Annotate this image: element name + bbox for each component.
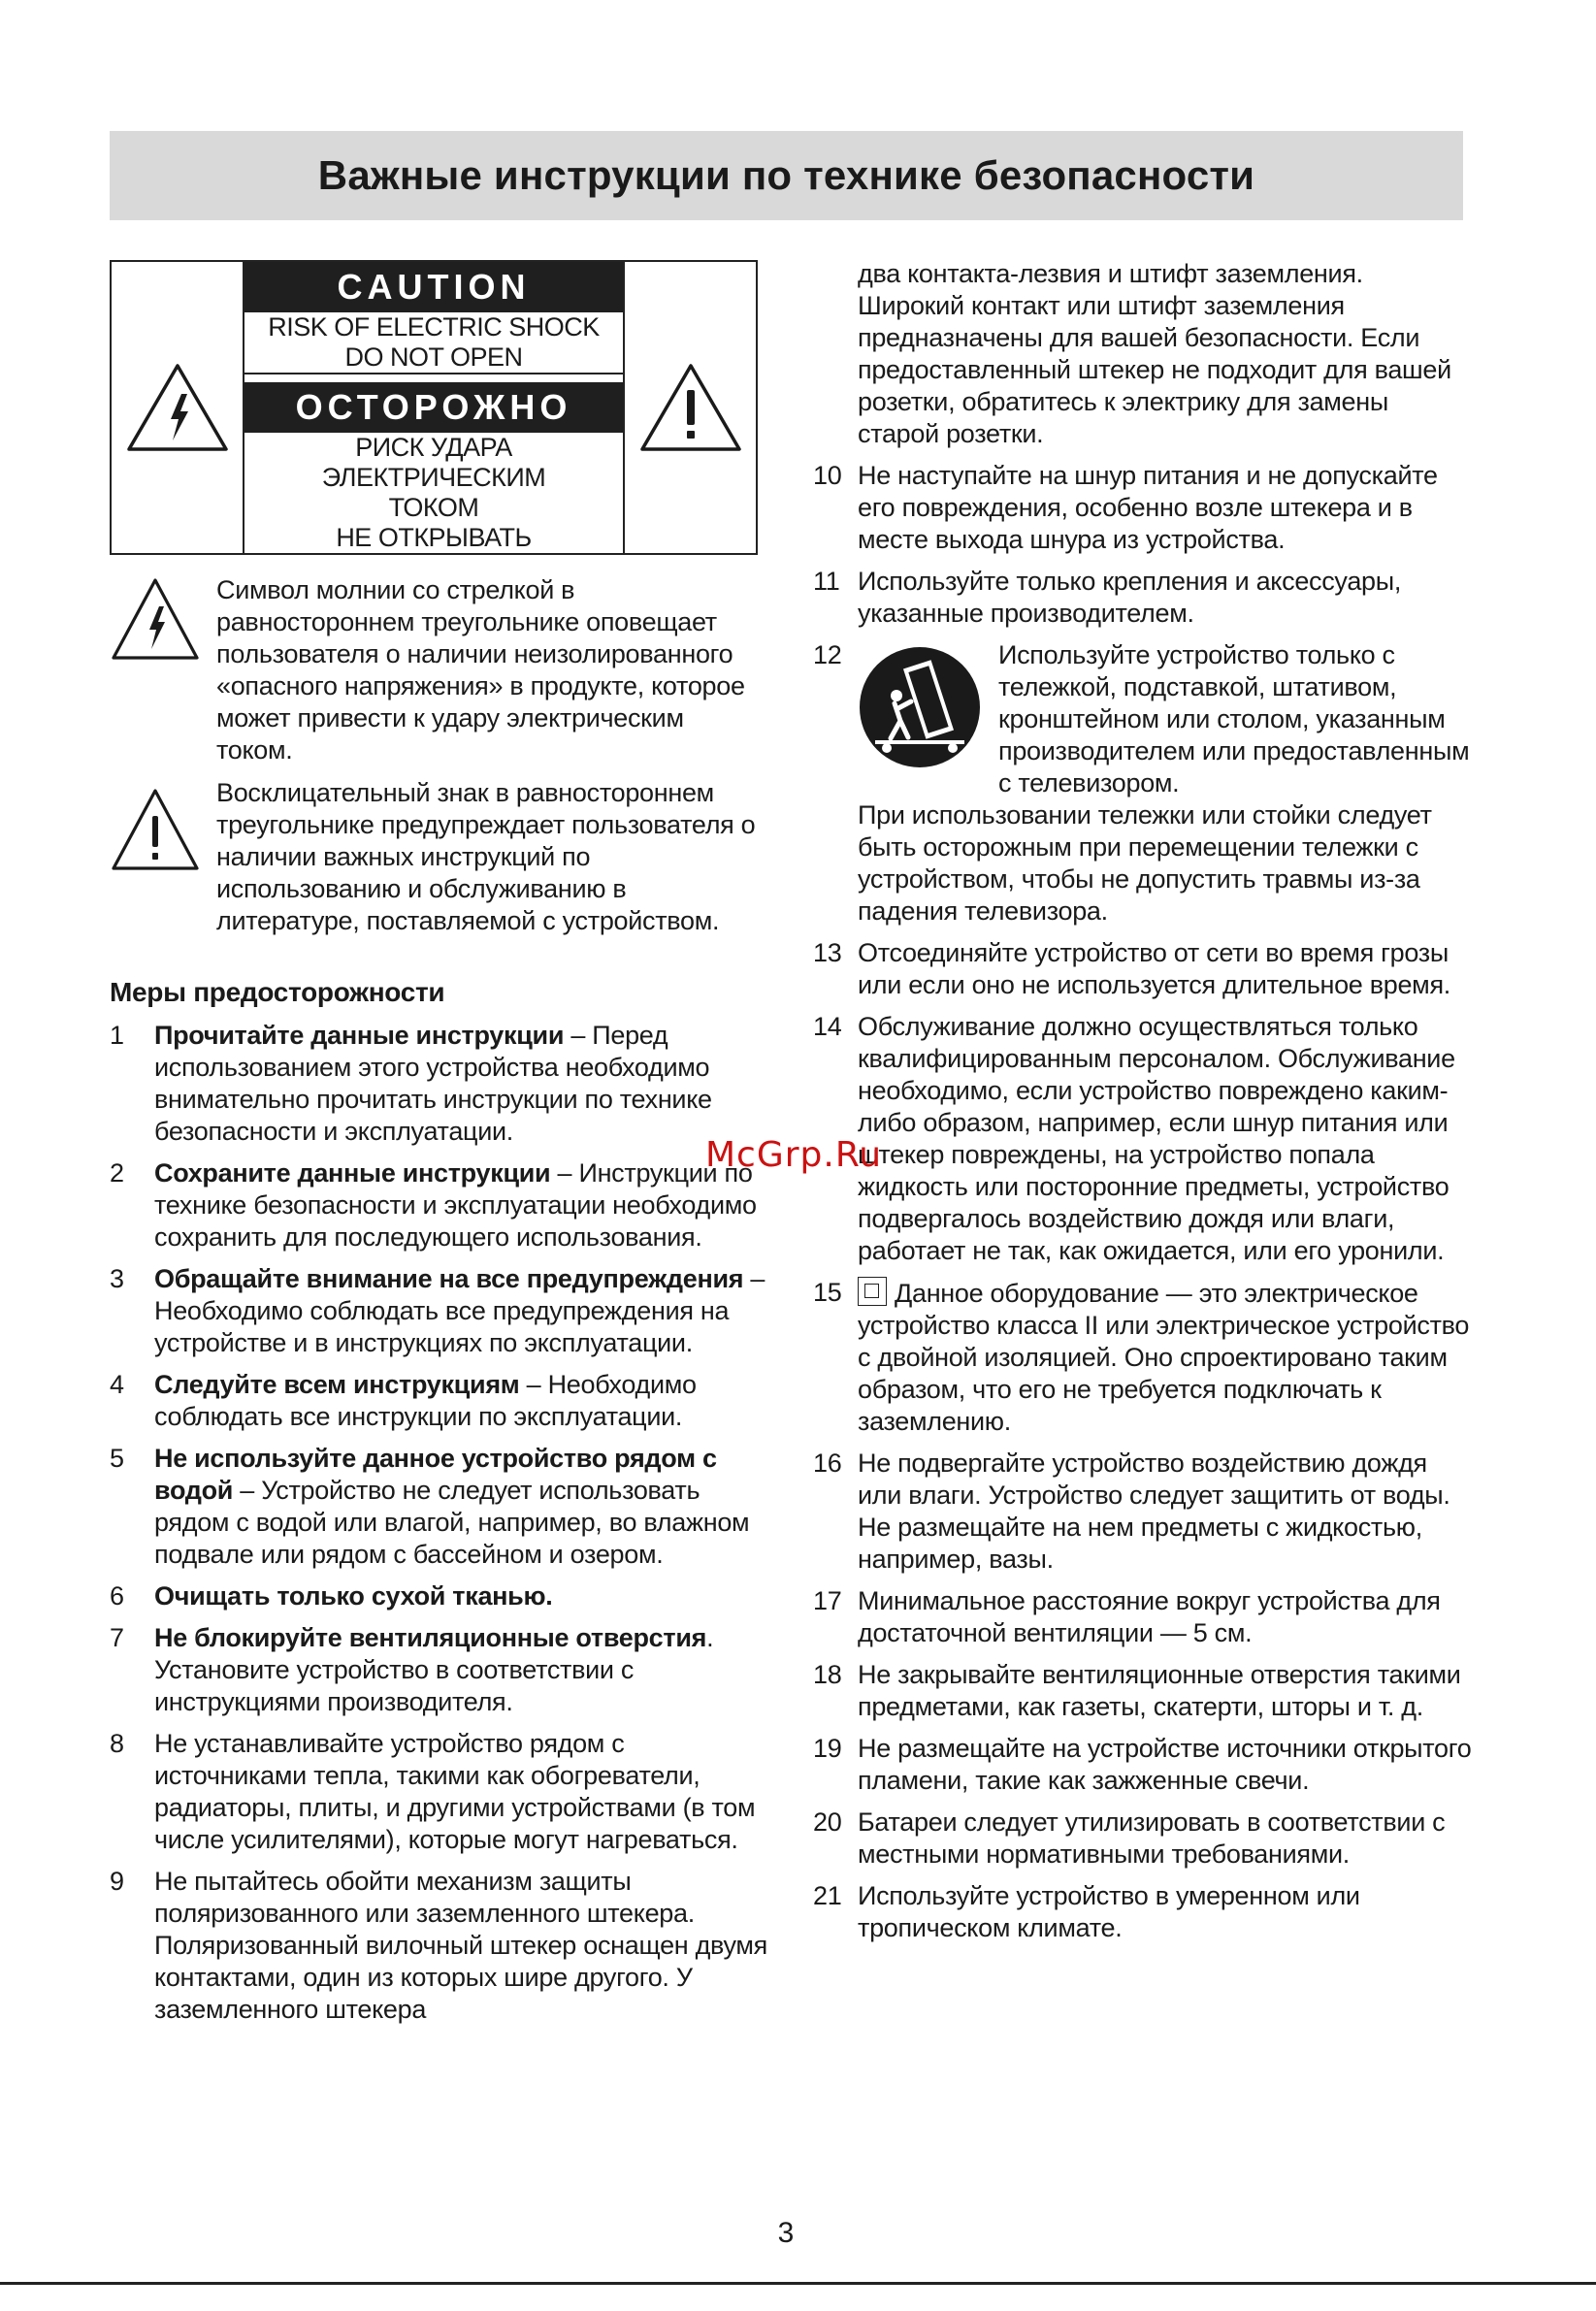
item-text: Используйте только крепления и аксессуары, указанные производителем.	[858, 567, 1402, 628]
caution-text-en-line: DO NOT OPEN	[344, 342, 523, 372]
left-column	[110, 1020, 769, 2035]
caution-text-ru-line: НЕ ОТКРЫВАТЬ	[336, 523, 532, 552]
list-item	[813, 639, 1473, 928]
list-item	[813, 1277, 1473, 1438]
list-item	[110, 1369, 769, 1433]
lightning-symbol-explanation	[110, 574, 760, 766]
item-text: Минимальное расстояние вокруг устройства для достаточной вентиляции — 5 см.	[858, 1586, 1441, 1647]
lightning-symbol-text: Символ молнии со стрелкой в равностороннем треугольнике оповещает пользователя о наличии неизолированного «опасного напряжения» в продукте, которое может привести к удару электрическим током.	[216, 575, 745, 765]
list-item	[813, 937, 1473, 1001]
list-item	[110, 1728, 769, 1856]
item-bold: Обращайте внимание на все предупреждения	[154, 1264, 744, 1293]
exclamation-symbol-text: Восклицательный знак в равностороннем треугольнике предупреждает пользователя о наличии важных инструкций по использованию и обслуживанию в литературе, поставляемой с устройством.	[216, 778, 756, 935]
list-item	[110, 1580, 769, 1612]
item-number: 8	[110, 1729, 124, 1758]
list-item	[813, 1806, 1473, 1871]
item-text: – Необходимо соблюдать все предупреждения на устройстве и в инструкциях по эксплуатации.	[154, 1264, 765, 1357]
item-text: Не размещайте на устройстве источники открытого пламени, такие как зажженные свечи.	[858, 1734, 1472, 1795]
item-text: Не наступайте на шнур питания и не допускайте его повреждения, особенно возле штекера и в месте выхода шнура из устройства.	[858, 461, 1438, 554]
list-item	[813, 566, 1473, 630]
caution-text-en	[244, 312, 623, 374]
exclamation-symbol-cell	[110, 777, 216, 937]
list-item	[813, 1011, 1473, 1267]
item-number: 19	[813, 1734, 842, 1763]
item-number: 17	[813, 1586, 842, 1615]
caution-text-ru	[244, 433, 623, 553]
caution-divider	[244, 374, 623, 382]
item-text: – Инструкции по технике безопасности и эксплуатации необходимо сохранить для последующего использования.	[154, 1158, 757, 1252]
item12-picture	[858, 639, 998, 799]
item-text: Используйте устройство в умеренном или тропическом климате.	[858, 1881, 1360, 1942]
list-item	[110, 1157, 769, 1253]
item12-below-text: При использовании тележки или стойки следует быть осторожным при перемещении тележки с устройством, чтобы не допустить травмы из-за падения телевизора.	[858, 800, 1432, 926]
right-column	[813, 258, 1473, 1954]
exclamation-warning-icon	[638, 361, 743, 454]
item-bold: Сохраните данные инструкции	[154, 1158, 551, 1188]
bottom-rule	[0, 2282, 1596, 2285]
page-number: 3	[777, 2217, 795, 2249]
item-number: 14	[813, 1012, 842, 1041]
item-text: Обслуживание должно осуществляться только квалифицированным персоналом. Обслуживание необходимо, если устройство повреждено каким-либо образом, например, если шнур питания или штекер повреждены, на устройство попала жидкость или посторонние предметы, устройство подвергалось воздействию дождя или влаги, работает не так, как ожидается, или его уронили.	[858, 1012, 1455, 1265]
item-number: 7	[110, 1623, 124, 1652]
item-number: 20	[813, 1807, 842, 1837]
item-number: 16	[813, 1448, 842, 1478]
item-text: Не пытайтесь обойти механизм защиты поляризованного или заземленного штекера. Поляризованный вилочный штекер оснащен двумя контактами, один из которых шире другого. У заземленного штекера	[154, 1867, 767, 2024]
page-title: Важные инструкции по технике безопасности	[317, 152, 1255, 198]
item-number: 4	[110, 1370, 124, 1399]
list-item	[110, 1622, 769, 1718]
caution-text-ru-line: ТОКОМ	[388, 493, 479, 522]
item-text: – Перед использованием этого устройства необходимо внимательно прочитать инструкции по технике безопасности и эксплуатации.	[154, 1021, 712, 1146]
item-number: 21	[813, 1881, 842, 1910]
cart-tip-over-warning-icon	[858, 645, 982, 769]
list-item	[110, 1263, 769, 1359]
list-item	[110, 1020, 769, 1148]
list-item	[813, 1585, 1473, 1649]
item-text: – Устройство не следует использовать рядом с водой или влагой, например, во влажном подвале или рядом с бассейном и озером.	[154, 1476, 750, 1569]
item-bold: Не используйте данное устройство рядом с водой	[154, 1444, 717, 1505]
list-item	[813, 1659, 1473, 1723]
item-text: Батареи следует утилизировать в соответствии с местными нормативными требованиями.	[858, 1807, 1446, 1869]
list-item	[813, 1448, 1473, 1576]
caution-left-panel	[112, 262, 244, 553]
caution-right-panel	[623, 262, 756, 553]
exclamation-warning-icon	[110, 777, 201, 874]
item-text: Не устанавливайте устройство рядом с источниками тепла, такими как обогреватели, радиаторы, плиты, и другими устройствами (в том числе усилителями), которые могут нагреваться.	[154, 1729, 756, 1854]
caution-center-panel	[244, 262, 623, 553]
caution-heading-ru: ОСТОРОЖНО	[244, 382, 623, 433]
item-number: 2	[110, 1158, 124, 1188]
item-text: . Установите устройство в соответствии с инструкциями производителя.	[154, 1623, 714, 1716]
item-text: Данное оборудование — это электрическое устройство класса II или электрическое устройство с двойной изоляцией. Оно спроектировано таким образом, что его не требуется подключать к заземлению.	[858, 1279, 1470, 1436]
list-item-continued	[813, 258, 1473, 450]
lightning-symbol-cell	[110, 574, 216, 766]
list-item	[110, 1443, 769, 1571]
item-number: 18	[813, 1660, 842, 1689]
caution-label	[110, 260, 758, 555]
caution-text-ru-line: РИСК УДАРА ЭЛЕКТРИЧЕСКИМ	[321, 433, 546, 492]
item-bold: Очищать только сухой тканью.	[154, 1581, 553, 1611]
item12-row	[858, 639, 1473, 799]
item-text: – Необходимо соблюдать все инструкции по эксплуатации.	[154, 1370, 697, 1431]
double-insulation-icon	[858, 1277, 887, 1306]
item-number: 10	[813, 461, 842, 490]
title-bar	[110, 131, 1463, 220]
item-number: 11	[813, 567, 840, 596]
list-item	[813, 460, 1473, 556]
caution-text-en-line: RISK OF ELECTRIC SHOCK	[268, 312, 600, 342]
item-text: Не подвергайте устройство воздействию дождя или влаги. Устройство следует защитить от воды. Не размещайте на нем предметы с жидкостью, например, вазы.	[858, 1448, 1450, 1574]
lightning-warning-icon	[125, 361, 230, 454]
item-number: 15	[813, 1278, 842, 1307]
caution-heading-en: CAUTION	[244, 262, 623, 312]
item-text: два контакта-лезвия и штифт заземления. Широкий контакт или штифт заземления предназначены для вашей безопасности. Если предоставленный штекер не подходит для вашей розетки, обратитесь к электрику для замены старой розетки.	[858, 259, 1451, 448]
lightning-warning-icon	[110, 574, 201, 666]
item-number: 3	[110, 1264, 124, 1293]
item-text: Отсоединяйте устройство от сети во время грозы или если оно не используется длительное время.	[858, 938, 1450, 999]
list-item	[813, 1880, 1473, 1944]
exclamation-symbol-explanation	[110, 777, 760, 937]
item-bold: Прочитайте данные инструкции	[154, 1021, 565, 1050]
item-number: 1	[110, 1021, 124, 1050]
item-number: 9	[110, 1867, 124, 1896]
watermark: McGrp.Ru	[705, 1135, 883, 1175]
item-text: Не закрывайте вентиляционные отверстия такими предметами, как газеты, скатерти, шторы и т. д.	[858, 1660, 1461, 1721]
item-number: 12	[813, 640, 842, 669]
list-item	[110, 1866, 769, 2026]
item-bold: Следуйте всем инструкциям	[154, 1370, 520, 1399]
item-number: 6	[110, 1581, 124, 1611]
item-bold: Не блокируйте вентиляционные отверстия	[154, 1623, 707, 1652]
precautions-title: Меры предосторожности	[110, 977, 445, 1007]
item12-beside-text: Используйте устройство только с тележкой, подставкой, штативом, кронштейном или столом, указанным производителем или предоставленным с телевизором.	[998, 640, 1470, 797]
item-number: 5	[110, 1444, 124, 1473]
list-item	[813, 1733, 1473, 1797]
item-number: 13	[813, 938, 842, 967]
